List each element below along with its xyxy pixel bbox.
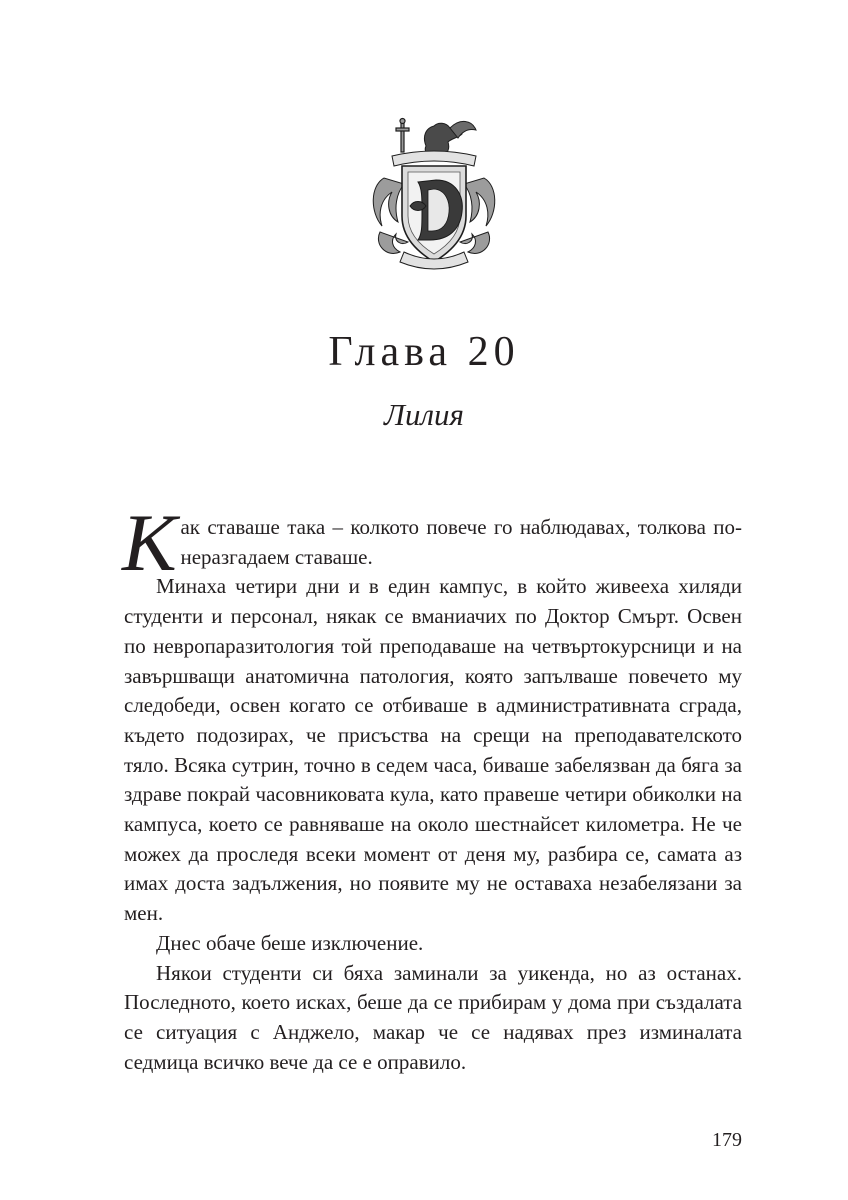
chapter-body — [122, 497, 742, 1077]
dark-academy-crest-icon — [364, 116, 504, 276]
top-ribbon — [392, 151, 476, 166]
drop-cap: К — [122, 497, 177, 588]
paragraph — [122, 497, 742, 588]
chapter-title: Глава 20 — [328, 329, 520, 375]
chapter-subtitle: Лилия — [384, 397, 464, 432]
page-number: 179 — [712, 1129, 742, 1151]
paragraph: Минаха четири дни и в един кампус, в който живееха хиляди студенти и персонал, някак се вманиачих по Доктор Смърт. Освен по невропаразитология той преподаваше на четвъртокурсници и на завършващи анатомична патология, която запълваше повечето му следобеди, освен когато се отбиваше в административната сграда, където подозирах, че присъства на срещи на преподавателското тяло. Всяка сутрин, точно в седем часа, биваше забелязван да бяга за здраве покрай часовниковата кула, като правеше четири обиколки на кампуса, което се равняваше на около шестнайсет километра. Не че можех да проследя всеки момент от деня му, разбира се, самата аз имах доста задължения, но появите му не оставаха незабелязани за мен. — [124, 574, 742, 926]
paragraph: Днес обаче беше изключение. — [156, 930, 424, 955]
paragraph-text: ак ставаше така – колкото повече го наблюдавах, толкова по-неразгадаем ставаше. — [180, 515, 742, 569]
paragraph: Някои студенти си бяха заминали за уикенда, но аз останах. Последното, което исках, беше да се прибирам у дома при създалата се ситуация с Анджело, макар че се надявах през изминалата седмица всичко вече да се е оправило. — [124, 960, 742, 1074]
sword-icon — [396, 119, 409, 153]
